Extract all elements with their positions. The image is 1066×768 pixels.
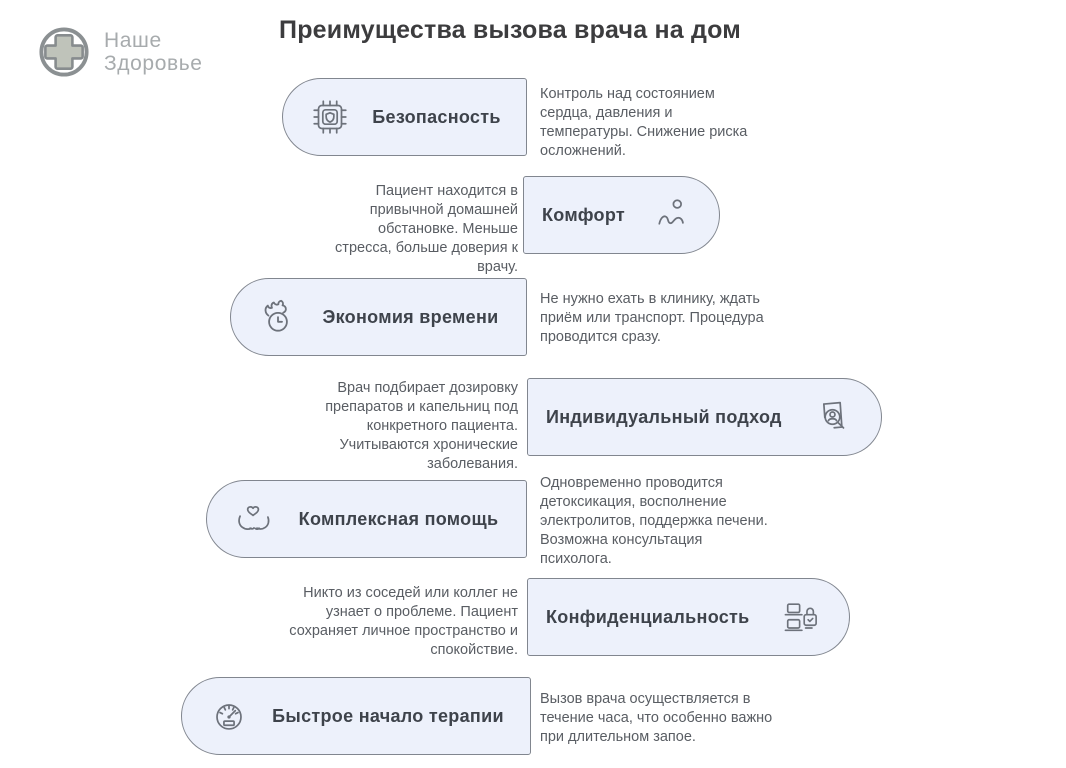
benefit-title: Индивидуальный подход — [546, 406, 782, 427]
devices-lock-icon — [779, 595, 823, 639]
benefit-title: Конфиденциальность — [546, 606, 750, 627]
benefit-card-comfort — [523, 176, 720, 254]
logo-line1: Наше — [104, 28, 162, 52]
benefit-card-safety — [282, 78, 527, 156]
speedometer-icon — [206, 693, 252, 739]
logo-line2: Здоровье — [104, 52, 203, 75]
benefit-description: Вызов врача осуществляется в течение часа, что особенно важно при длительном запое. — [540, 691, 773, 745]
benefit-card-individual-approach — [527, 378, 882, 456]
benefit-description: Никто из соседей или коллег не узнает о проблеме. Пациент сохраняет личное пространство и спокойствие. — [289, 585, 518, 658]
chip-shield-icon — [307, 94, 353, 140]
benefit-card-time-saving — [230, 278, 527, 356]
relaxing-person-icon — [651, 194, 693, 236]
benefit-description: Врач подбирает дозировку препаратов и капельниц под конкретного пациента. Учитываются хронические заболевания. — [325, 380, 518, 472]
benefit-card-confidentiality — [527, 578, 850, 656]
benefit-description: Не нужно ехать в клинику, ждать приём или транспорт. Процедура проводится сразу. — [540, 291, 764, 345]
clock-flame-icon — [255, 294, 301, 340]
benefit-title: Безопасность — [372, 106, 501, 127]
hands-heart-icon — [231, 496, 277, 542]
page-title: Преимущества вызова врача на дом — [279, 16, 741, 44]
patient-record-search-icon — [809, 394, 855, 440]
benefit-title: Комфорт — [542, 204, 626, 225]
benefit-card-fast-therapy-start — [181, 677, 531, 755]
benefit-card-comprehensive-help — [206, 480, 527, 558]
benefit-description: Одновременно проводится детоксикация, восполнение электролитов, поддержка печени. Возможна консультация психолога. — [540, 475, 768, 567]
benefit-description: Контроль над состоянием сердца, давления и температуры. Снижение риска осложнений. — [540, 86, 748, 159]
benefit-description: Пациент находится в привычной домашней обстановке. Меньше стресса, больше доверия к врачу. — [335, 183, 518, 275]
benefit-title: Комплексная помощь — [298, 508, 499, 529]
benefit-title: Быстрое начало терапии — [272, 705, 504, 726]
benefit-title: Экономия времени — [322, 306, 499, 327]
